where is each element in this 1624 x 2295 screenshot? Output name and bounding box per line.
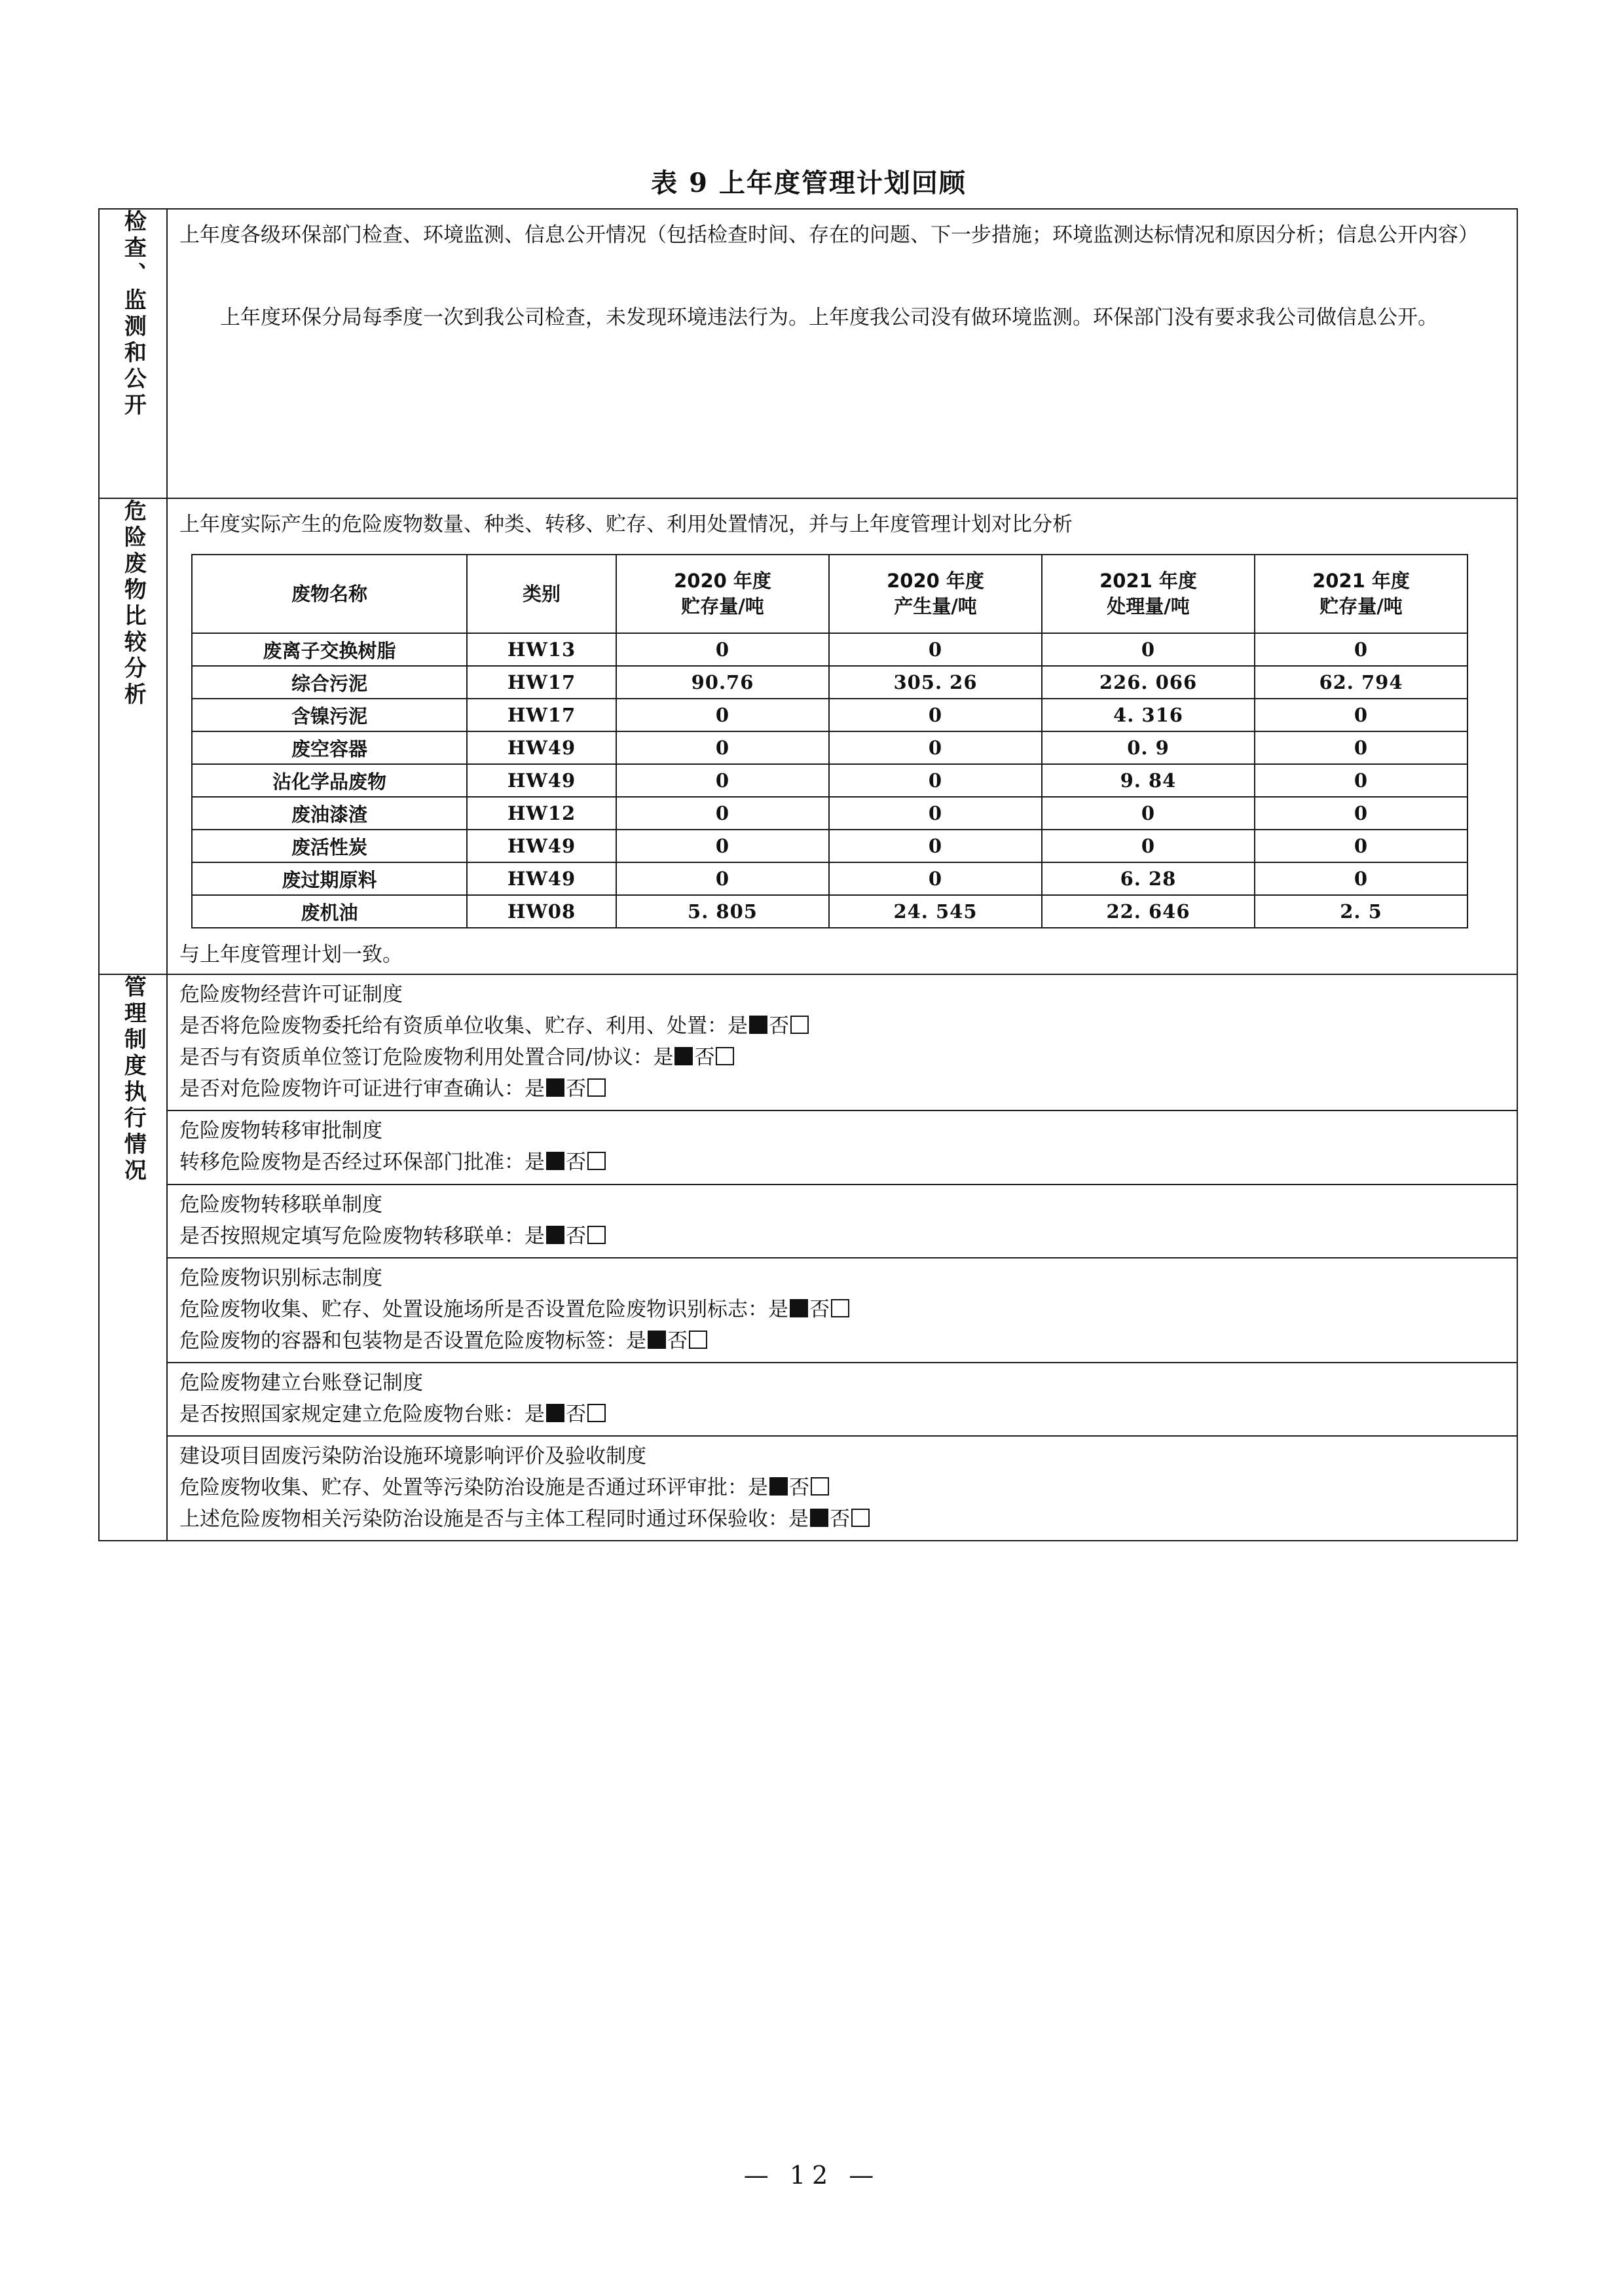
no-checkbox-icon[interactable] [851, 1509, 870, 1527]
cell-storage-2021: 0 [1255, 830, 1467, 862]
cell-storage-2020: 0 [616, 633, 829, 666]
yes-label: 是 [525, 1077, 545, 1101]
system-block-row [168, 1258, 1517, 1363]
question-text: 是否对危险废物许可证进行审查确认： [179, 1077, 525, 1101]
side-label-management-cell [99, 974, 167, 1541]
cell-storage-2021: 62. 794 [1255, 666, 1467, 699]
cell-storage-2021: 2. 5 [1255, 895, 1467, 928]
system-question-row [179, 1221, 1505, 1252]
header-category [467, 555, 616, 633]
cell-treated-2021: 0 [1042, 830, 1255, 862]
cell-category: HW12 [467, 797, 616, 830]
no-label: 否 [566, 1150, 586, 1175]
cell-category: HW49 [467, 764, 616, 797]
cell-storage-2021: 0 [1255, 699, 1467, 731]
cell-category: HW49 [467, 862, 616, 895]
table-row [192, 862, 1467, 895]
yes-label: 是 [728, 1014, 748, 1038]
system-block-manifest [168, 1185, 1517, 1257]
header-generated-2020 [829, 555, 1042, 633]
no-checkbox-icon[interactable] [831, 1299, 849, 1317]
header-generated-2020-l1: 2020 年度 [887, 570, 984, 593]
system-block-row [168, 1184, 1517, 1258]
cell-storage-2020: 90.76 [616, 666, 829, 699]
header-category-l1: 类别 [522, 582, 561, 605]
question-text: 是否与有资质单位签订危险废物利用处置合同/协议： [179, 1046, 654, 1070]
yes-checkbox-icon[interactable] [546, 1078, 564, 1097]
system-heading: 危险废物建立台账登记制度 [179, 1370, 423, 1395]
cell-waste-name: 沾化学品废物 [192, 764, 467, 797]
table-row [192, 633, 1467, 666]
no-label: 否 [566, 1224, 586, 1248]
header-treated-2021 [1042, 555, 1255, 633]
no-checkbox-icon[interactable] [790, 1016, 809, 1034]
system-block-row [168, 1363, 1517, 1436]
system-question-row [179, 1399, 1505, 1430]
header-storage-2021 [1255, 555, 1467, 633]
no-checkbox-icon[interactable] [587, 1404, 606, 1422]
yes-label: 是 [653, 1046, 674, 1070]
side-label-waste-cell [99, 498, 167, 974]
header-waste-name-l1: 废物名称 [291, 582, 367, 605]
cell-waste-name: 综合污泥 [192, 666, 467, 699]
cell-storage-2020: 0 [616, 862, 829, 895]
question-text: 是否按照国家规定建立危险废物台账： [179, 1402, 525, 1426]
cell-waste-name: 废机油 [192, 895, 467, 928]
yes-label: 是 [788, 1507, 809, 1531]
cell-treated-2021: 0 [1042, 633, 1255, 666]
no-checkbox-icon[interactable] [716, 1047, 734, 1065]
system-question-row [179, 1472, 1505, 1503]
cell-generated-2020: 0 [829, 862, 1042, 895]
main-form-table [98, 208, 1518, 1541]
page-footer: — 12 — [743, 2161, 881, 2190]
no-label: 否 [789, 1475, 809, 1499]
no-checkbox-icon[interactable] [587, 1226, 606, 1244]
waste-comparison-prompt: 上年度实际产生的危险废物数量、种类、转移、贮存、利用处置情况，并与上年度管理计划对比分析 [179, 513, 1073, 536]
header-storage-2020-l1: 2020 年度 [674, 570, 771, 593]
cell-generated-2020: 0 [829, 731, 1042, 764]
yes-label: 是 [525, 1150, 545, 1175]
waste-comparison-content [167, 498, 1517, 974]
inspection-answer: 上年度环保分局每季度一次到我公司检查，未发现环境违法行为。上年度我公司没有做环境监测。环保部门没有要求我公司做信息公开。 [220, 306, 1438, 330]
cell-category: HW49 [467, 731, 616, 764]
header-generated-2020-l2: 产生量/吨 [894, 595, 977, 618]
waste-table-head [192, 555, 1467, 633]
cell-storage-2021: 0 [1255, 862, 1467, 895]
cell-generated-2020: 24. 545 [829, 895, 1042, 928]
question-text: 是否按照规定填写危险废物转移联单： [179, 1224, 525, 1248]
waste-table-body [192, 633, 1467, 928]
yes-checkbox-icon[interactable] [810, 1509, 828, 1527]
cell-waste-name: 废油漆渣 [192, 797, 467, 830]
question-text: 是否将危险废物委托给有资质单位收集、贮存、利用、处置： [179, 1014, 728, 1038]
system-heading: 建设项目固废污染防治设施环境影响评价及验收制度 [179, 1444, 646, 1468]
system-question-row [179, 1042, 1505, 1073]
yes-label: 是 [525, 1402, 545, 1426]
table-row [192, 731, 1467, 764]
cell-generated-2020: 0 [829, 699, 1042, 731]
cell-storage-2020: 0 [616, 830, 829, 862]
yes-checkbox-icon[interactable] [546, 1404, 564, 1422]
cell-treated-2021: 0. 9 [1042, 731, 1255, 764]
system-question-row [179, 1073, 1505, 1105]
cell-category: HW08 [467, 895, 616, 928]
page-title: 表 9 上年度管理计划回顾 [651, 168, 967, 198]
cell-treated-2021: 9. 84 [1042, 764, 1255, 797]
cell-generated-2020: 0 [829, 830, 1042, 862]
system-block-identification-label [168, 1258, 1517, 1362]
section-row-waste-comparison [99, 498, 1517, 974]
cell-waste-name: 含镍污泥 [192, 699, 467, 731]
cell-category: HW13 [467, 633, 616, 666]
management-system-content [167, 974, 1517, 1541]
no-label: 否 [809, 1297, 830, 1321]
inspection-content [167, 209, 1517, 498]
yes-label: 是 [626, 1329, 646, 1353]
side-label-management-system: 管理制度执行情况 [120, 975, 147, 1185]
table-row [192, 797, 1467, 830]
no-checkbox-icon[interactable] [587, 1152, 606, 1170]
system-block-row [168, 975, 1517, 1111]
yes-label: 是 [768, 1297, 788, 1321]
waste-table-wrap [168, 547, 1517, 932]
header-storage-2021-l1: 2021 年度 [1312, 570, 1410, 593]
yes-checkbox-icon[interactable] [749, 1016, 767, 1034]
system-question-row [179, 1325, 1505, 1357]
system-block-transfer-approval [168, 1111, 1517, 1183]
system-question-row [179, 1294, 1505, 1325]
no-checkbox-icon[interactable] [811, 1477, 829, 1496]
table-row [192, 895, 1467, 928]
table-row [192, 764, 1467, 797]
header-treated-2021-l1: 2021 年度 [1099, 570, 1197, 593]
no-label: 否 [667, 1329, 688, 1353]
section-row-inspection [99, 209, 1517, 498]
cell-storage-2021: 0 [1255, 797, 1467, 830]
cell-waste-name: 废空容器 [192, 731, 467, 764]
header-storage-2021-l2: 贮存量/吨 [1320, 595, 1403, 618]
cell-category: HW49 [467, 830, 616, 862]
yes-label: 是 [525, 1224, 545, 1248]
cell-treated-2021: 226. 066 [1042, 666, 1255, 699]
cell-treated-2021: 22. 646 [1042, 895, 1255, 928]
question-text: 危险废物收集、贮存、处置等污染防治设施是否通过环评审批： [179, 1475, 748, 1499]
system-question-row [179, 1147, 1505, 1178]
cell-treated-2021: 4. 316 [1042, 699, 1255, 731]
no-label: 否 [830, 1507, 850, 1531]
no-label: 否 [694, 1046, 715, 1070]
yes-checkbox-icon[interactable] [546, 1152, 564, 1170]
system-block-row [168, 1436, 1517, 1540]
cell-storage-2021: 0 [1255, 764, 1467, 797]
table-row [192, 666, 1467, 699]
header-storage-2020 [616, 555, 829, 633]
system-heading: 危险废物转移审批制度 [179, 1119, 382, 1143]
waste-data-table [191, 554, 1468, 928]
cell-generated-2020: 305. 26 [829, 666, 1042, 699]
waste-table-header-row [192, 555, 1467, 633]
yes-checkbox-icon[interactable] [674, 1047, 693, 1065]
table-row [192, 699, 1467, 731]
yes-checkbox-icon[interactable] [769, 1477, 788, 1496]
no-label: 否 [769, 1014, 789, 1038]
header-treated-2021-l2: 处理量/吨 [1107, 595, 1190, 618]
system-block-row [168, 1111, 1517, 1184]
side-label-inspection-cell [99, 209, 167, 498]
cell-storage-2021: 0 [1255, 731, 1467, 764]
question-text: 危险废物收集、贮存、处置设施场所是否设置危险废物识别标志： [179, 1297, 768, 1321]
cell-storage-2020: 5. 805 [616, 895, 829, 928]
system-heading: 危险废物经营许可证制度 [179, 983, 403, 1007]
table-row [192, 830, 1467, 862]
cell-waste-name: 废活性炭 [192, 830, 467, 862]
cell-waste-name: 废过期原料 [192, 862, 467, 895]
system-heading: 危险废物识别标志制度 [179, 1266, 382, 1290]
cell-treated-2021: 0 [1042, 797, 1255, 830]
yes-checkbox-icon[interactable] [648, 1331, 666, 1349]
system-block-ledger [168, 1363, 1517, 1435]
cell-generated-2020: 0 [829, 797, 1042, 830]
waste-comparison-note: 与上年度管理计划一致。 [179, 943, 403, 967]
inspection-spacer [168, 258, 1517, 292]
cell-category: HW17 [467, 666, 616, 699]
question-text: 转移危险废物是否经过环保部门批准： [179, 1150, 525, 1175]
cell-treated-2021: 6. 28 [1042, 862, 1255, 895]
header-storage-2020-l2: 贮存量/吨 [681, 595, 764, 618]
cell-category: HW17 [467, 699, 616, 731]
side-label-inspection: 检查、监测和公开 [120, 210, 147, 419]
question-text: 上述危险废物相关污染防治设施是否与主体工程同时通过环保验收： [179, 1507, 788, 1531]
yes-label: 是 [748, 1475, 768, 1499]
yes-checkbox-icon[interactable] [546, 1226, 564, 1244]
cell-generated-2020: 0 [829, 633, 1042, 666]
no-checkbox-icon[interactable] [689, 1331, 707, 1349]
cell-storage-2020: 0 [616, 731, 829, 764]
cell-storage-2020: 0 [616, 797, 829, 830]
yes-checkbox-icon[interactable] [790, 1299, 808, 1317]
inspection-prompt: 上年度各级环保部门检查、环境监测、信息公开情况（包括检查时间、存在的问题、下一步措施；环境监测达标情况和原因分析；信息公开内容） [179, 223, 1479, 247]
no-label: 否 [566, 1077, 586, 1101]
side-label-waste-comparison: 危险废物比较分析 [120, 499, 147, 708]
header-waste-name [192, 555, 467, 633]
no-checkbox-icon[interactable] [587, 1078, 606, 1097]
cell-generated-2020: 0 [829, 764, 1042, 797]
system-question-row [179, 1503, 1505, 1535]
cell-storage-2020: 0 [616, 699, 829, 731]
cell-waste-name: 废离子交换树脂 [192, 633, 467, 666]
system-block-permit [168, 975, 1517, 1110]
management-system-table [168, 975, 1517, 1540]
cell-storage-2021: 0 [1255, 633, 1467, 666]
system-block-eia-acceptance [168, 1437, 1517, 1540]
cell-storage-2020: 0 [616, 764, 829, 797]
no-label: 否 [566, 1402, 586, 1426]
system-heading: 危险废物转移联单制度 [179, 1192, 382, 1217]
section-row-management-system [99, 974, 1517, 1541]
system-question-row [179, 1010, 1505, 1042]
question-text: 危险废物的容器和包装物是否设置危险废物标签： [179, 1329, 626, 1353]
